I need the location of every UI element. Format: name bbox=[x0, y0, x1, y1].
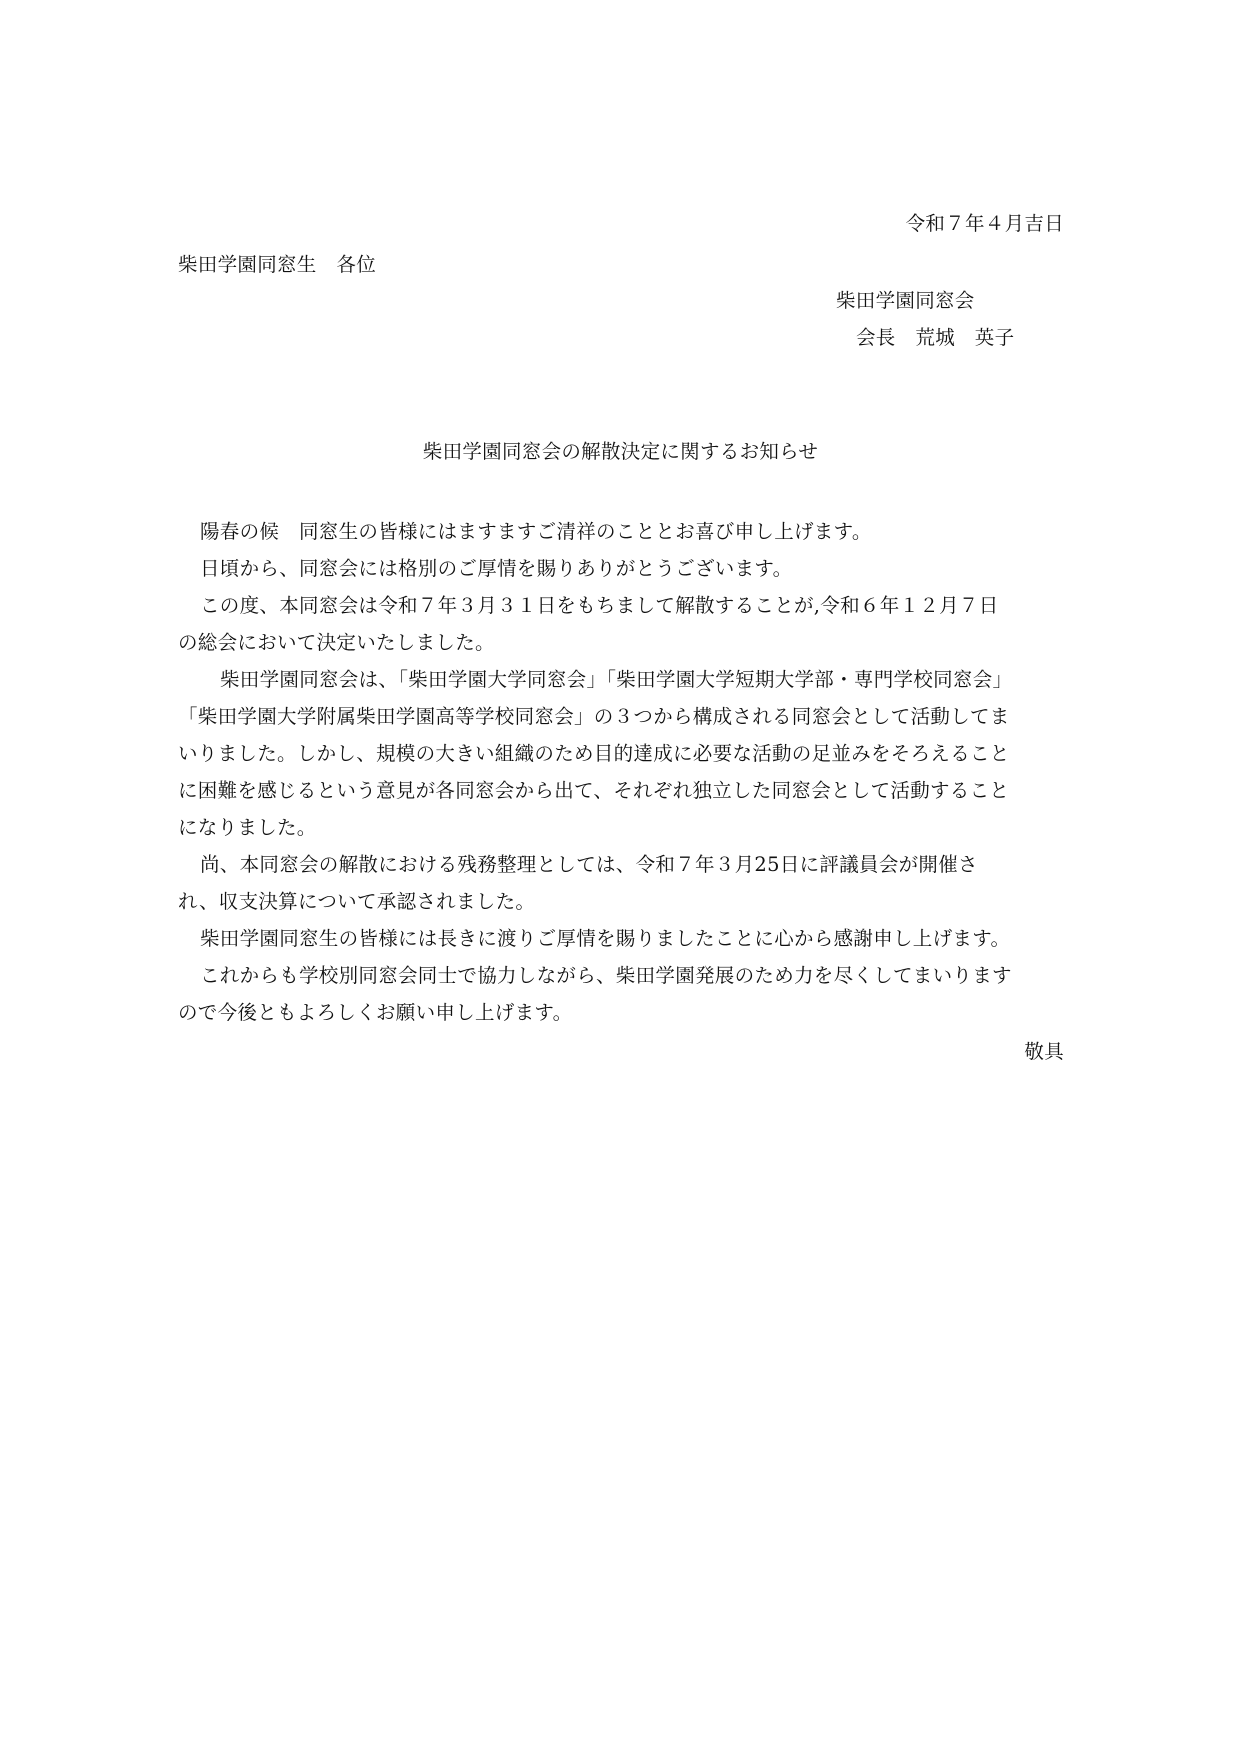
letter-body bbox=[178, 513, 1063, 1031]
body-line-settlement-cont: れ、収支決算について承認されました。 bbox=[178, 890, 536, 913]
body-line-composition: 柴田学園同窓会は、「柴田学園大学同窓会」「柴田学園大学短期大学部・専門学校同窓会」 bbox=[220, 668, 1013, 691]
recipient-line: 柴田学園同窓生 各位 bbox=[178, 253, 377, 276]
body-line-future-cont: ので今後ともよろしくお願い申し上げます。 bbox=[178, 1001, 573, 1024]
body-line-gratitude: 柴田学園同窓生の皆様には長きに渡りご厚情を賜りましたことに心から感謝申し上げます。 bbox=[200, 927, 1011, 950]
body-line-thanks: 日頃から、同窓会には格別のご厚情を賜りありがとうございます。 bbox=[200, 557, 793, 580]
body-line-composition-cont-1: 「柴田学園大学附属柴田学園高等学校同窓会」の３つから構成される同窓会として活動してま bbox=[178, 705, 1010, 728]
sender-organization: 柴田学園同窓会 bbox=[836, 289, 975, 312]
body-line-dissolution-cont: の総会において決定いたしました。 bbox=[178, 631, 495, 654]
sender-representative: 会長 荒城 英子 bbox=[856, 326, 1015, 349]
body-line-composition-cont-4: になりました。 bbox=[178, 816, 317, 839]
body-line-dissolution: この度、本同窓会は令和７年３月３１日をもちまして解散することが,令和６年１２月７日 bbox=[200, 594, 999, 617]
closing-salutation: 敬具 bbox=[1024, 1040, 1064, 1063]
body-line-future: これからも学校別同窓会同士で協力しながら、柴田学園発展のため力を尽くしてまいります bbox=[200, 964, 1012, 987]
body-line-settlement: 尚、本同窓会の解散における残務整理としては、令和７年３月25日に評議員会が開催さ bbox=[200, 853, 978, 876]
body-line-composition-cont-2: いりました。しかし、規模の大きい組織のため目的達成に必要な活動の足並みをそろえること bbox=[178, 742, 1010, 765]
document-date: 令和７年４月吉日 bbox=[905, 212, 1064, 235]
document-title: 柴田学園同窓会の解散決定に関するお知らせ bbox=[422, 440, 819, 463]
body-line-composition-cont-3: に困難を感じるという意見が各同窓会から出て、それぞれ独立した同窓会として活動すること bbox=[178, 779, 1010, 802]
body-line-greeting: 陽春の候 同窓生の皆様にはますますご清祥のこととお喜び申し上げます。 bbox=[200, 520, 872, 543]
